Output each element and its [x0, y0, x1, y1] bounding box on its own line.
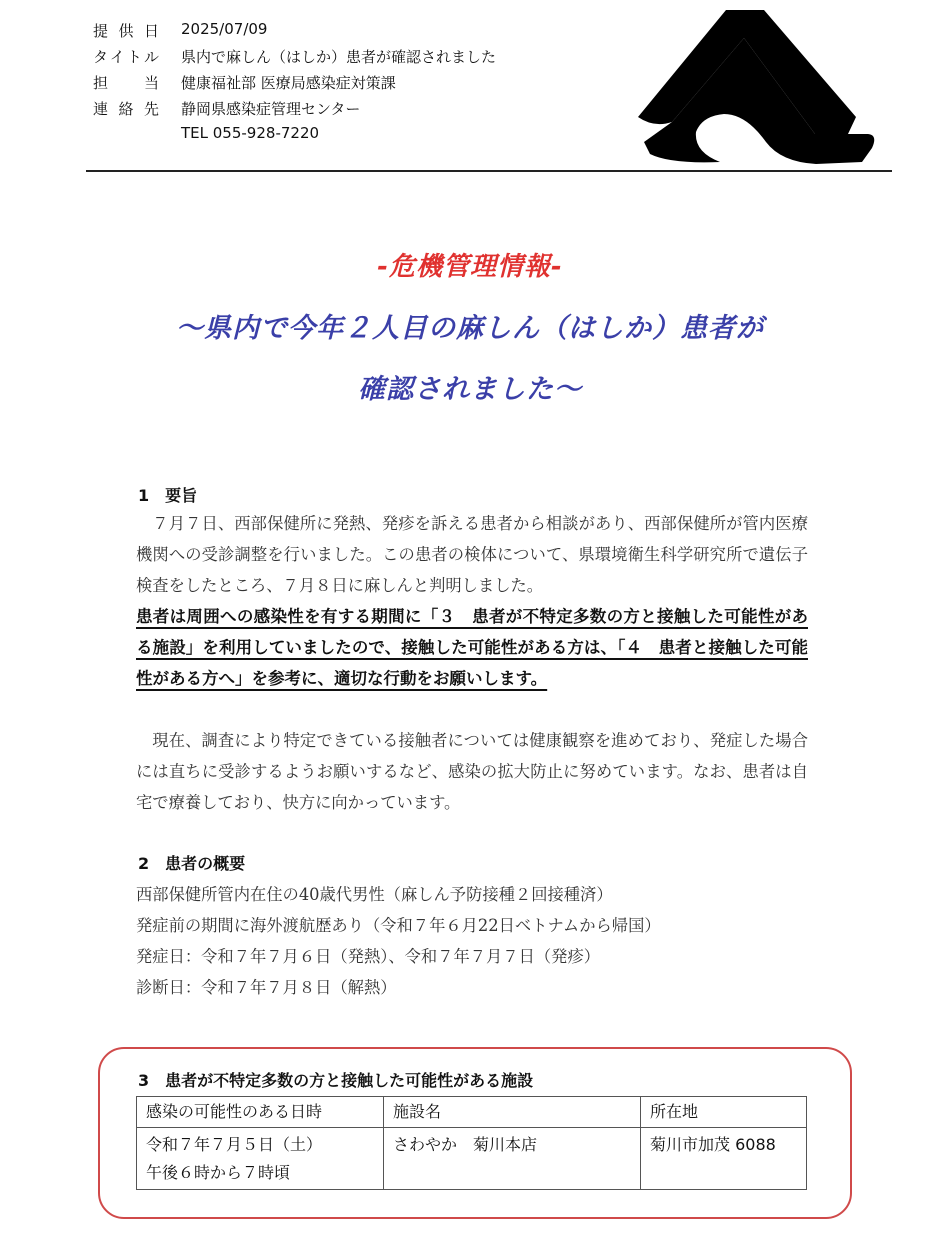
meta-label-contact: 連絡先	[93, 100, 159, 118]
column-header: 感染の可能性のある日時	[137, 1097, 384, 1128]
headline-line-2: 確認されました～	[358, 374, 582, 405]
table-header-row	[137, 1097, 807, 1128]
meta-value-title: 県内で麻しん（はしか）患者が確認されました	[181, 48, 497, 66]
table-cell: 菊川市加茂 6088	[641, 1128, 807, 1190]
meta-tel: TEL 055-928-7220	[181, 124, 320, 142]
table-cell: さわやか 菊川本店	[384, 1128, 641, 1190]
meta-value-contact: 静岡県感染症管理センター	[181, 100, 361, 118]
section3-heading: 3 患者が不特定多数の方と接触した可能性がある施設	[138, 1071, 534, 1090]
column-header: 施設名	[384, 1097, 641, 1128]
column-header: 所在地	[641, 1097, 807, 1128]
patient-info-line: 西部保健所管内在住の40歳代男性（麻しん予防接種２回接種済）	[136, 885, 613, 904]
category-label: -危機管理情報-	[377, 252, 563, 282]
summary-paragraph-2: 現在、調査により特定できている接触者については健康観察を進めており、発症した場合には直ちに受診するようお願いするなど、感染の拡大防止に努めています。なお、患者は自宅で療養しており、快方に向かっています。	[136, 731, 808, 812]
section2-heading: 2 患者の概要	[138, 854, 246, 873]
section1-heading: 1 要旨	[138, 486, 198, 505]
meta-label-owner: 担 当	[93, 74, 159, 92]
meta-value-owner: 健康福祉部 医療局感染症対策課	[181, 74, 396, 92]
headline-line-1: ～県内で今年２人目の麻しん（はしか）患者が	[176, 313, 764, 344]
table-row	[137, 1128, 807, 1190]
prefecture-emblem-icon	[616, 2, 878, 166]
header-rule	[86, 170, 892, 172]
table-cell: 令和７年７月５日（土） 午後６時から７時頃	[137, 1128, 384, 1190]
patient-info-line: 発症前の期間に海外渡航歴あり（令和７年６月22日ベトナムから帰国）	[136, 916, 661, 935]
meta-label-date: 提供日	[93, 22, 159, 40]
patient-info-line: 発症日：令和７年７月６日（発熱）、令和７年７月７日（発疹）	[136, 947, 601, 966]
summary-emphasis: 患者は周囲への感染性を有する期間に「３ 患者が不特定多数の方と接触した可能性がある施設」を利用していましたので、接触した可能性がある方は、「４ 患者と接触した可能性がある方へ」を参考に、適切な行動をお願いします。	[136, 607, 808, 688]
patient-info-line: 診断日：令和７年７月８日（解熱）	[136, 978, 397, 997]
meta-label-title: タイトル	[93, 48, 159, 66]
meta-value-date: 2025/07/09	[181, 20, 268, 38]
summary-paragraph-1: ７月７日、西部保健所に発熱、発疹を訴える患者から相談があり、西部保健所が管内医療機関への受診調整を行いました。この患者の検体について、県環境衛生科学研究所で遺伝子検査をしたところ、７月８日に麻しんと判明しました。	[136, 514, 808, 595]
facility-table	[136, 1096, 807, 1190]
